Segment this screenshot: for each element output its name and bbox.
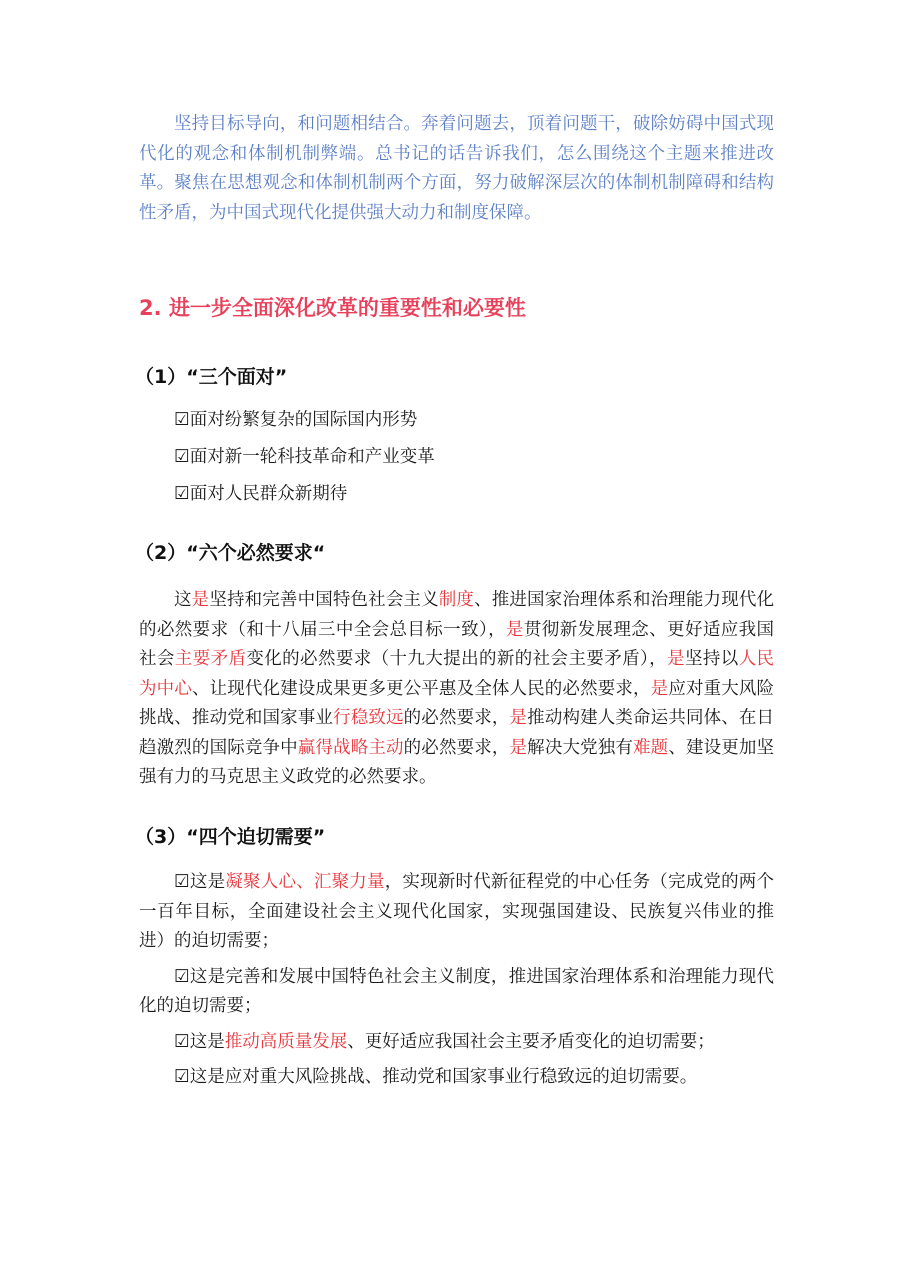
list-item: ☑这是凝聚人心、汇聚力量，实现新时代新征程党的中心任务（完成党的两个一百年目标，全面建设社会主义现代化国家，实现强国建设、民族复兴伟业的推进）的迫切需要； [139, 872, 775, 951]
subsection-3-list [139, 868, 774, 1093]
subsection-title: （1）“三个面对” [135, 366, 288, 388]
intro-text: 坚持目标导向，和问题相结合。奔着问题去，顶着问题干，破除妨碍中国式现代化的观念和体制机制弊端。总书记的话告诉我们，怎么围绕这个主题来推进改革。聚焦在思想观念和体制机制两个方面，努力破解深层次的体制机制障碍和结构性矛盾，为中国式现代化提供强大动力和制度保障。 [139, 114, 774, 223]
subsection-title: （3）“四个迫切需要” [135, 826, 326, 848]
list-item: ☑面对新一轮科技革命和产业变革 [174, 447, 435, 467]
section-title: 2. 进一步全面深化改革的重要性和必要性 [139, 296, 526, 320]
subsection-2-heading [135, 538, 770, 565]
checkbox-icon: ☑ [174, 447, 190, 467]
section-2 [139, 292, 774, 322]
checkbox-icon: ☑ [174, 966, 190, 987]
intro-paragraph [139, 110, 774, 228]
checkbox-icon: ☑ [174, 484, 190, 504]
subsection-3-heading [135, 822, 770, 849]
list-item: ☑面对人民群众新期待 [174, 484, 348, 504]
list-item: ☑面对纷繁复杂的国际国内形势 [174, 410, 418, 430]
list-item: ☑这是应对重大风险挑战、推动党和国家事业行稳致远的迫切需要。 [174, 1067, 698, 1087]
subsection-1-heading [135, 362, 770, 389]
checkbox-icon: ☑ [174, 1067, 190, 1087]
list-item: ☑这是完善和发展中国特色社会主义制度，推进国家治理体系和治理能力现代化的迫切需要； [139, 966, 774, 1016]
subsection-title: （2）“六个必然要求“ [135, 542, 326, 564]
checkbox-icon: ☑ [174, 1031, 190, 1052]
checkbox-icon: ☑ [174, 410, 190, 430]
subsection-2-paragraph [139, 586, 774, 793]
list-item: ☑这是推动高质量发展、更好适应我国社会主要矛盾变化的迫切需要； [174, 1031, 715, 1052]
checkbox-icon: ☑ [174, 872, 190, 892]
six-requirements-text: 这是坚持和完善中国特色社会主义制度、推进国家治理体系和治理能力现代化的必然要求（和十八届三中全会总目标一致），是贯彻新发展理念、更好适应我国社会主要矛盾变化的必然要求（十九大提出的新的社会主要矛盾），是坚持以人民为中心、让现代化建设成果更多更公平惠及全体人民的必然要求，是应对重大风险挑战、推动党和国家事业行稳致远的必然要求，是推动构建人类命运共同体、在日趋激烈的国际竞争中赢得战略主动的必然要求，是解决大党独有难题、建设更加坚强有力的马克思主义政党的必然要求。 [139, 590, 775, 787]
subsection-1-list [139, 406, 774, 508]
